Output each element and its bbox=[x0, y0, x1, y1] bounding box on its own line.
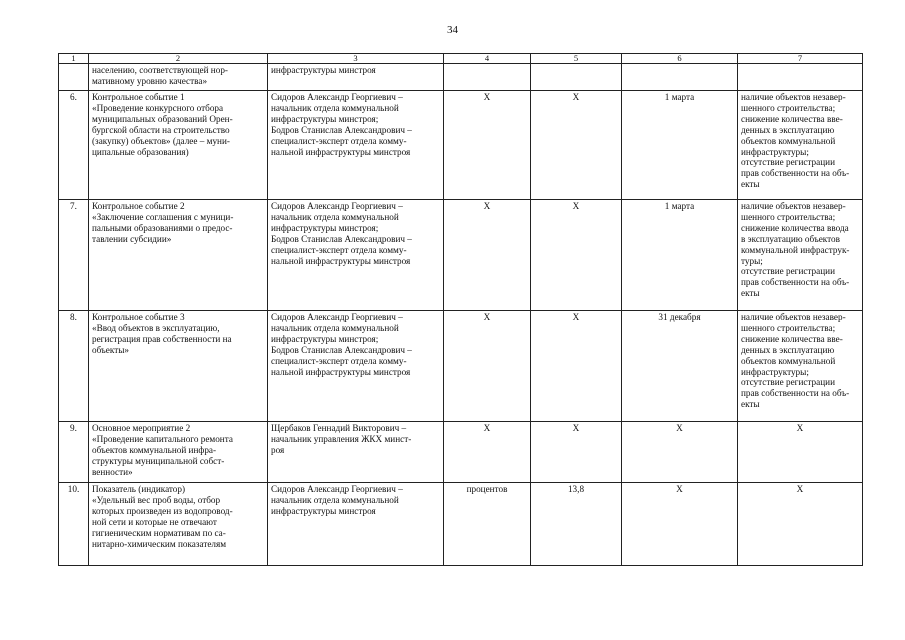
table-row bbox=[59, 311, 863, 422]
row-number: 9. bbox=[59, 422, 89, 483]
row-number: 7. bbox=[59, 200, 89, 311]
column-number: 4 bbox=[444, 54, 531, 64]
event-cell: Контрольное событие 3 «Ввод объектов в эксплуатацию, регистрация прав собственности на объекты» bbox=[89, 311, 268, 422]
date-cell: Х bbox=[622, 422, 738, 483]
risks-cell: Х bbox=[738, 483, 863, 566]
table-row bbox=[59, 483, 863, 566]
column-number: 5 bbox=[531, 54, 622, 64]
value-cell: 13,8 bbox=[531, 483, 622, 566]
page-number: 34 bbox=[447, 24, 458, 36]
event-cell: населению, соответствующей нор- мативному уровню качества» bbox=[89, 64, 268, 91]
responsible-cell: инфраструктуры минстроя bbox=[268, 64, 444, 91]
unit-cell: Х bbox=[444, 422, 531, 483]
table-row bbox=[59, 91, 863, 200]
value-cell: Х bbox=[531, 311, 622, 422]
column-number: 2 bbox=[89, 54, 268, 64]
value-cell: Х bbox=[531, 91, 622, 200]
event-cell: Основное мероприятие 2 «Проведение капитального ремонта объектов коммунальной инфра- структуры муниципальной собст- венности» bbox=[89, 422, 268, 483]
value-cell bbox=[531, 64, 622, 91]
column-number: 7 bbox=[738, 54, 863, 64]
row-number bbox=[59, 64, 89, 91]
risks-cell: наличие объектов незавер- шенного строительства; снижение количества вве- денных в эксплуатацию объектов коммунальной инфраструктуры; отсутствие регистрации прав собственности на объ- екты bbox=[738, 311, 863, 422]
date-cell: 1 марта bbox=[622, 200, 738, 311]
responsible-cell: Сидоров Александр Георгиевич – начальник отдела коммунальной инфраструктуры минстроя; Бодров Станислав Александрович – специалист-эксперт отдела комму- нальной инфраструктуры минстроя bbox=[268, 311, 444, 422]
risks-cell: Х bbox=[738, 422, 863, 483]
unit-cell: Х bbox=[444, 200, 531, 311]
risks-cell: наличие объектов незавер- шенного строительства; снижение количества вве- денных в эксплуатацию объектов коммунальной инфраструктуры; отсутствие регистрации прав собственности на объ- екты bbox=[738, 91, 863, 200]
date-cell: 1 марта bbox=[622, 91, 738, 200]
column-number: 3 bbox=[268, 54, 444, 64]
control-events-table bbox=[58, 53, 863, 566]
unit-cell: Х bbox=[444, 91, 531, 200]
column-number: 6 bbox=[622, 54, 738, 64]
table-row bbox=[59, 422, 863, 483]
responsible-cell: Щербаков Геннадий Викторович – начальник управления ЖКХ минст- роя bbox=[268, 422, 444, 483]
date-cell: 31 декабря bbox=[622, 311, 738, 422]
value-cell: Х bbox=[531, 200, 622, 311]
risks-cell: наличие объектов незавер- шенного строительства; снижение количества ввода в эксплуатацию объектов коммунальной инфраструк- туры; отсутствие регистрации прав собственности на объ- екты bbox=[738, 200, 863, 311]
table-row bbox=[59, 64, 863, 91]
table-row bbox=[59, 200, 863, 311]
responsible-cell: Сидоров Александр Георгиевич – начальник отдела коммунальной инфраструктуры минстроя; Бодров Станислав Александрович – специалист-эксперт отдела комму- нальной инфраструктуры минстроя bbox=[268, 200, 444, 311]
column-number-row bbox=[59, 54, 863, 64]
date-cell: Х bbox=[622, 483, 738, 566]
event-cell: Контрольное событие 1 «Проведение конкурсного отбора муниципальных образований Орен- бургской области на строительство (закупку) объектов» (далее – муни- ципальные образования) bbox=[89, 91, 268, 200]
event-cell: Показатель (индикатор) «Удельный вес проб воды, отбор которых произведен из водопровод- ной сети и которые не отвечают гигиеническим нормативам по са- нитарно-химическим показателям bbox=[89, 483, 268, 566]
value-cell: Х bbox=[531, 422, 622, 483]
column-number: 1 bbox=[59, 54, 89, 64]
event-cell: Контрольное событие 2 «Заключение соглашения с муници- пальными образованиями о предос- тавлении субсидии» bbox=[89, 200, 268, 311]
risks-cell bbox=[738, 64, 863, 91]
row-number: 8. bbox=[59, 311, 89, 422]
row-number: 6. bbox=[59, 91, 89, 200]
date-cell bbox=[622, 64, 738, 91]
row-number: 10. bbox=[59, 483, 89, 566]
unit-cell bbox=[444, 64, 531, 91]
unit-cell: процентов bbox=[444, 483, 531, 566]
responsible-cell: Сидоров Александр Георгиевич – начальник отдела коммунальной инфраструктуры минстроя; Бодров Станислав Александрович – специалист-эксперт отдела комму- нальной инфраструктуры минстроя bbox=[268, 91, 444, 200]
responsible-cell: Сидоров Александр Георгиевич – начальник отдела коммунальной инфраструктуры минстроя bbox=[268, 483, 444, 566]
unit-cell: Х bbox=[444, 311, 531, 422]
